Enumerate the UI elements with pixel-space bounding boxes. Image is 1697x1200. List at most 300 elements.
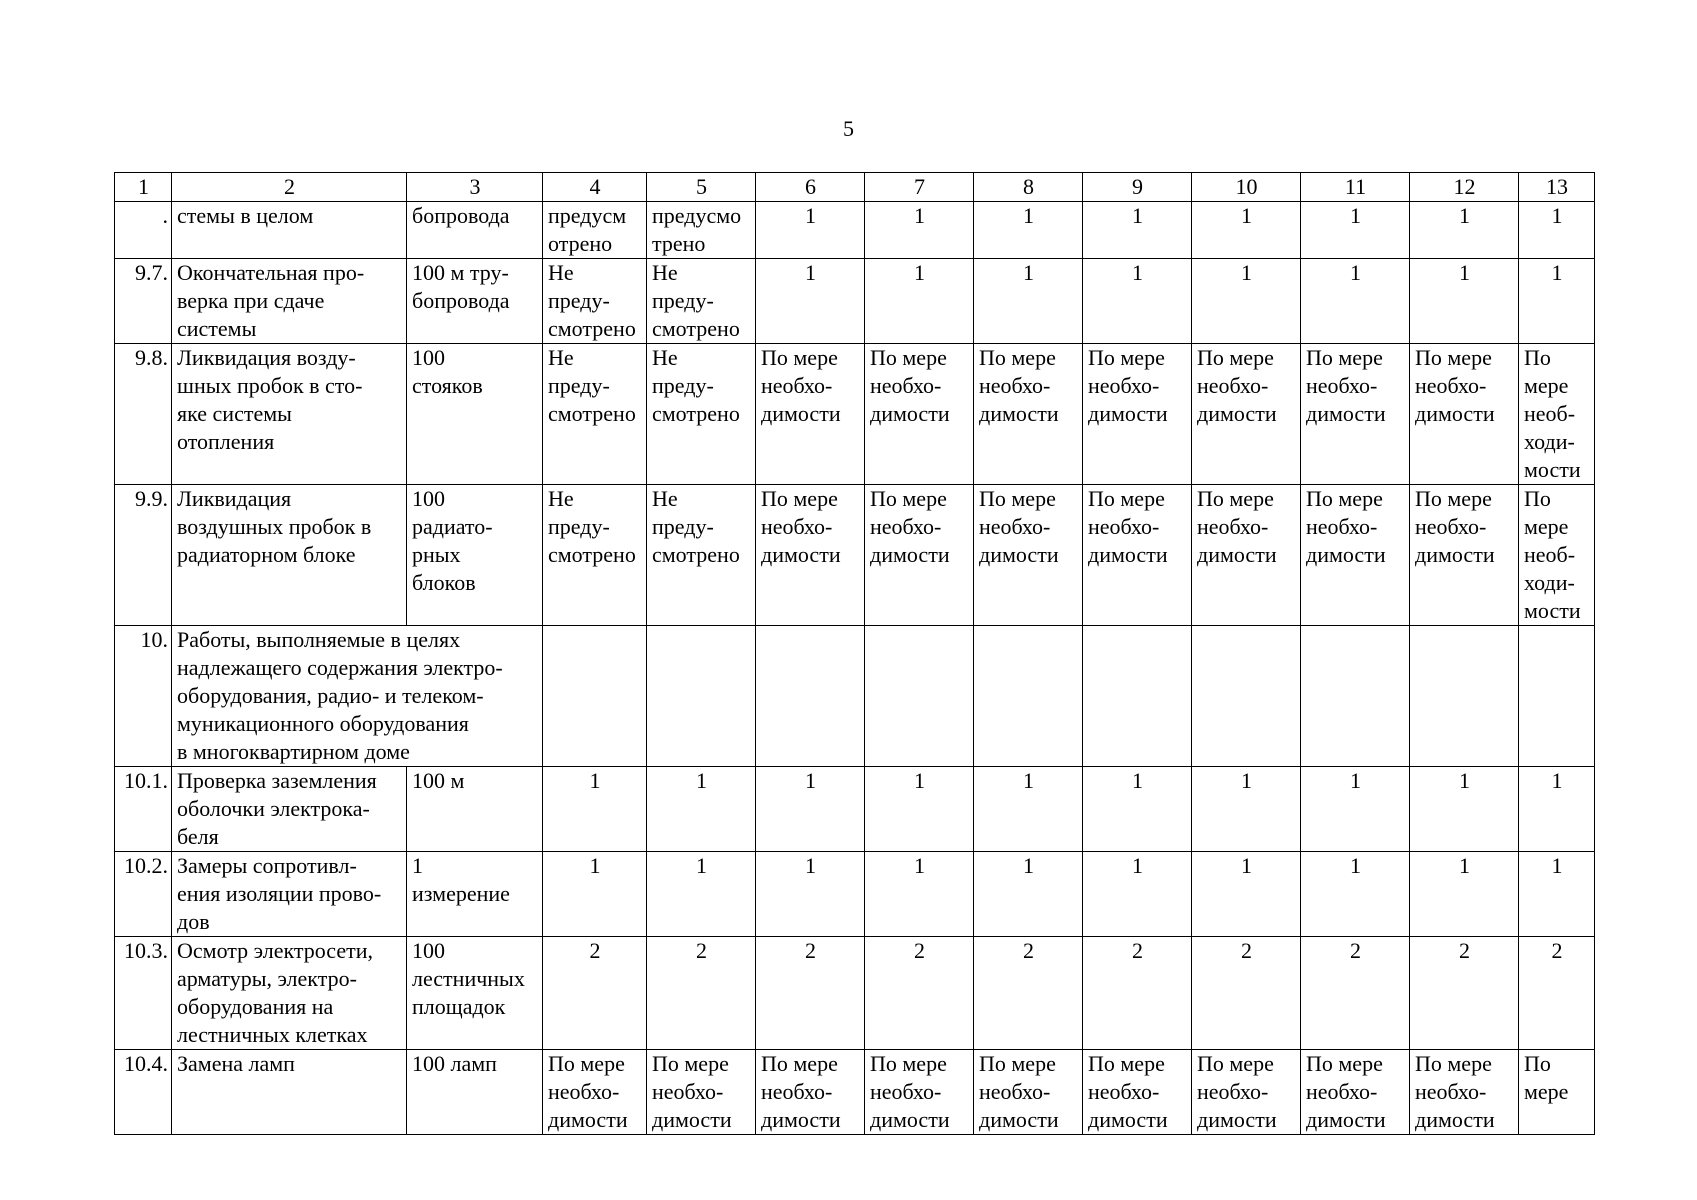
frequency-cell <box>1519 767 1595 852</box>
cell-line: димости <box>761 542 841 567</box>
cell-line: димости <box>1088 1107 1168 1132</box>
cell-line: димости <box>1306 1107 1386 1132</box>
cell-line: надлежащего содержания электро- <box>177 655 503 680</box>
frequency-cell <box>865 1050 974 1135</box>
table-row <box>115 344 1595 485</box>
cell-line: преду- <box>548 514 610 539</box>
unit-cell <box>407 1050 543 1135</box>
column-number-3: 3 <box>407 173 543 202</box>
cell-line: По мере <box>1415 486 1492 511</box>
unit-cell <box>407 202 543 259</box>
cell-line: беля <box>177 824 219 849</box>
column-number-6: 6 <box>756 173 865 202</box>
cell-line: радиаторном блоке <box>177 542 356 567</box>
cell-line: системы <box>177 316 257 341</box>
cell-line: По мере <box>870 1051 947 1076</box>
frequency-cell <box>1192 202 1301 259</box>
cell-line: арматуры, электро- <box>177 966 357 991</box>
cell-line: 1 <box>589 853 601 878</box>
work-name-cell <box>172 259 407 344</box>
cell-line: ходи- <box>1524 429 1575 454</box>
frequency-cell <box>865 485 974 626</box>
frequency-cell <box>543 485 647 626</box>
frequency-cell <box>1519 937 1595 1050</box>
cell-line: Не <box>652 345 678 370</box>
unit-cell <box>407 344 543 485</box>
frequency-cell <box>1410 202 1519 259</box>
frequency-cell <box>865 202 974 259</box>
frequency-cell <box>1083 852 1192 937</box>
cell-line: преду- <box>652 288 714 313</box>
work-name-cell <box>172 852 407 937</box>
cell-line: 1 <box>1551 203 1563 228</box>
frequency-cell <box>543 937 647 1050</box>
cell-line: радиато- <box>412 514 493 539</box>
cell-line: 100 ламп <box>412 1051 497 1076</box>
unit-cell <box>407 485 543 626</box>
column-number-2: 2 <box>172 173 407 202</box>
frequency-cell <box>756 626 865 767</box>
cell-line: димости <box>1415 401 1495 426</box>
cell-line: димости <box>1197 401 1277 426</box>
frequency-cell <box>865 344 974 485</box>
cell-line: По мере <box>1197 345 1274 370</box>
cell-line: димости <box>1197 1107 1277 1132</box>
section-title-cell <box>172 626 543 767</box>
column-number-13: 13 <box>1519 173 1595 202</box>
cell-line: измерение <box>412 881 510 906</box>
cell-line: Ликвидация <box>177 486 292 511</box>
cell-line: 1 <box>1241 260 1252 285</box>
cell-line: По мере <box>761 486 838 511</box>
cell-line: 1 <box>1551 853 1563 878</box>
cell-line: По мере <box>1197 1051 1274 1076</box>
cell-line: необхо- <box>1306 514 1378 539</box>
cell-line: По мере <box>548 1051 625 1076</box>
column-number-7: 7 <box>865 173 974 202</box>
column-number-5: 5 <box>647 173 756 202</box>
cell-line: 1 <box>1023 853 1034 878</box>
cell-line: необхо- <box>1306 373 1378 398</box>
cell-line: смотрено <box>652 401 740 426</box>
cell-line: необхо- <box>548 1079 620 1104</box>
cell-line: димости <box>652 1107 732 1132</box>
frequency-cell <box>543 1050 647 1135</box>
cell-line: необхо- <box>1197 373 1269 398</box>
cell-line: 100 <box>412 345 445 370</box>
cell-line: 2 <box>589 938 601 963</box>
cell-line: блоков <box>412 570 476 595</box>
cell-line: 1 <box>696 853 707 878</box>
row-number-cell <box>115 259 172 344</box>
cell-line: Замена ламп <box>177 1051 295 1076</box>
column-number-11: 11 <box>1301 173 1410 202</box>
cell-line: необхо- <box>979 373 1051 398</box>
cell-line: 100 <box>412 486 445 511</box>
table-row <box>115 259 1595 344</box>
frequency-cell <box>1083 626 1192 767</box>
cell-line: необхо- <box>979 1079 1051 1104</box>
frequency-cell <box>1519 485 1595 626</box>
table-row <box>115 852 1595 937</box>
cell-line: дов <box>177 909 210 934</box>
column-number-4: 4 <box>543 173 647 202</box>
cell-line: преду- <box>652 514 714 539</box>
cell-line: смотрено <box>652 542 740 567</box>
table-row <box>115 937 1595 1050</box>
frequency-cell <box>543 626 647 767</box>
cell-line: Не <box>548 260 574 285</box>
frequency-cell <box>1410 767 1519 852</box>
cell-line: димости <box>1415 542 1495 567</box>
cell-line: По мере <box>979 1051 1056 1076</box>
column-number-12: 12 <box>1410 173 1519 202</box>
cell-line: 2 <box>805 938 816 963</box>
cell-line: 1 <box>1459 768 1470 793</box>
cell-line: По мере <box>870 486 947 511</box>
cell-line: необхо- <box>1415 373 1487 398</box>
frequency-cell <box>647 852 756 937</box>
cell-line: преду- <box>548 373 610 398</box>
cell-line: 1 <box>805 853 816 878</box>
cell-line: рных <box>412 542 461 567</box>
row-number-cell <box>115 626 172 767</box>
frequency-cell <box>1519 626 1595 767</box>
frequency-cell <box>1519 1050 1595 1135</box>
cell-line: По <box>1524 486 1551 511</box>
cell-line: димости <box>979 1107 1059 1132</box>
table-row <box>115 202 1595 259</box>
cell-line: 1 <box>805 768 816 793</box>
frequency-cell <box>1083 259 1192 344</box>
frequency-cell <box>1083 485 1192 626</box>
frequency-cell <box>1301 202 1410 259</box>
cell-line: По мере <box>1415 345 1492 370</box>
frequency-cell <box>1410 344 1519 485</box>
cell-line: необхо- <box>1415 1079 1487 1104</box>
row-number-cell <box>115 1050 172 1135</box>
cell-line: необхо- <box>1088 514 1160 539</box>
column-number-1: 1 <box>115 173 172 202</box>
cell-line: димости <box>979 401 1059 426</box>
column-number-row <box>115 173 1595 202</box>
cell-line: 1 <box>1132 260 1143 285</box>
cell-line: 1 <box>589 768 601 793</box>
cell-line: необхо- <box>1088 1079 1160 1104</box>
cell-line: 1 <box>914 853 925 878</box>
frequency-cell <box>543 344 647 485</box>
frequency-cell <box>543 767 647 852</box>
cell-line: ходи- <box>1524 570 1575 595</box>
unit-cell <box>407 852 543 937</box>
cell-line: димости <box>870 1107 950 1132</box>
table-row <box>115 1050 1595 1135</box>
frequency-cell <box>1301 1050 1410 1135</box>
cell-line: стояков <box>412 373 483 398</box>
cell-line: предусмо <box>652 203 742 228</box>
column-number-8: 8 <box>974 173 1083 202</box>
frequency-cell <box>865 852 974 937</box>
cell-line: 2 <box>914 938 925 963</box>
cell-line: . <box>162 203 168 228</box>
cell-line: 1 <box>1350 260 1361 285</box>
cell-line: 2 <box>696 938 707 963</box>
cell-line: необхо- <box>652 1079 724 1104</box>
cell-line: По мере <box>761 1051 838 1076</box>
row-number-cell <box>115 852 172 937</box>
frequency-cell <box>1192 852 1301 937</box>
cell-line: Ликвидация возду- <box>177 345 356 370</box>
cell-line: 1 <box>1350 203 1361 228</box>
cell-line: димости <box>761 401 841 426</box>
frequency-cell <box>647 202 756 259</box>
cell-line: Проверка заземления <box>177 768 377 793</box>
cell-line: оболочки электрока- <box>177 796 370 821</box>
cell-line: По мере <box>979 345 1056 370</box>
cell-line: 1 <box>805 260 816 285</box>
cell-line: 1 <box>1241 853 1252 878</box>
cell-line: необ- <box>1524 401 1576 426</box>
frequency-cell <box>974 485 1083 626</box>
frequency-cell <box>1519 259 1595 344</box>
frequency-cell <box>1410 259 1519 344</box>
cell-line: Не <box>548 486 574 511</box>
cell-line: преду- <box>652 373 714 398</box>
frequency-cell <box>1410 485 1519 626</box>
frequency-cell <box>1410 937 1519 1050</box>
frequency-cell <box>1519 852 1595 937</box>
cell-line: 1 <box>914 203 925 228</box>
cell-line: 1 <box>1551 768 1563 793</box>
frequency-cell <box>1519 344 1595 485</box>
frequency-cell <box>756 485 865 626</box>
cell-line: 9.7. <box>135 260 168 285</box>
cell-line: лестничных клетках <box>177 1022 368 1047</box>
cell-line: Работы, выполняемые в целях <box>177 627 461 652</box>
frequency-cell <box>1301 626 1410 767</box>
cell-line: оборудования на <box>177 994 334 1019</box>
cell-line: необхо- <box>979 514 1051 539</box>
frequency-cell <box>865 259 974 344</box>
frequency-cell <box>647 1050 756 1135</box>
frequency-cell <box>647 259 756 344</box>
cell-line: 100 м тру- <box>412 260 509 285</box>
row-number-cell <box>115 202 172 259</box>
frequency-cell <box>865 767 974 852</box>
cell-line: димости <box>870 542 950 567</box>
frequency-cell <box>647 344 756 485</box>
cell-line: 1 <box>696 768 707 793</box>
cell-line: По мере <box>870 345 947 370</box>
cell-line: 10.3. <box>124 938 168 963</box>
row-number-cell <box>115 485 172 626</box>
cell-line: По мере <box>1197 486 1274 511</box>
cell-line: стемы в целом <box>177 203 314 228</box>
frequency-cell <box>974 626 1083 767</box>
cell-line: 1 <box>1241 203 1252 228</box>
cell-line: Замеры сопротивл- <box>177 853 357 878</box>
cell-line: необхо- <box>870 514 942 539</box>
cell-line: Не <box>548 345 574 370</box>
cell-line: По <box>1524 1051 1551 1076</box>
cell-line: муникационного оборудования <box>177 711 469 736</box>
table-row <box>115 485 1595 626</box>
frequency-cell <box>974 344 1083 485</box>
unit-cell <box>407 937 543 1050</box>
frequency-cell <box>1192 259 1301 344</box>
frequency-cell <box>974 852 1083 937</box>
table-row <box>115 626 1595 767</box>
cell-line: предусм <box>548 203 627 228</box>
frequency-cell <box>543 852 647 937</box>
column-number-9: 9 <box>1083 173 1192 202</box>
work-name-cell <box>172 1050 407 1135</box>
cell-line: верка при сдаче <box>177 288 325 313</box>
cell-line: мере <box>1524 1079 1569 1104</box>
cell-line: 100 <box>412 938 445 963</box>
cell-line: 2 <box>1551 938 1563 963</box>
cell-line: мере <box>1524 373 1569 398</box>
cell-line: Не <box>652 486 678 511</box>
cell-line: По мере <box>1088 486 1165 511</box>
frequency-cell <box>756 852 865 937</box>
frequency-cell <box>1083 344 1192 485</box>
row-number-cell <box>115 937 172 1050</box>
cell-line: 1 <box>914 768 925 793</box>
cell-line: 1 <box>1459 260 1470 285</box>
frequency-cell <box>1192 485 1301 626</box>
work-name-cell <box>172 937 407 1050</box>
cell-line: необхо- <box>761 373 833 398</box>
cell-line: 2 <box>1132 938 1143 963</box>
cell-line: 1 <box>412 853 423 878</box>
cell-line: 1 <box>1459 203 1470 228</box>
cell-line: воздушных пробок в <box>177 514 372 539</box>
cell-line: По <box>1524 345 1551 370</box>
cell-line: смотрено <box>548 401 636 426</box>
cell-line: необхо- <box>870 373 942 398</box>
cell-line: необхо- <box>1197 514 1269 539</box>
frequency-cell <box>1301 485 1410 626</box>
frequency-cell <box>1301 344 1410 485</box>
cell-line: димости <box>870 401 950 426</box>
cell-line: 1 <box>1459 853 1470 878</box>
cell-line: трено <box>652 231 706 256</box>
cell-line: димости <box>1306 401 1386 426</box>
cell-line: 1 <box>1551 260 1563 285</box>
cell-line: 1 <box>1023 203 1034 228</box>
work-name-cell <box>172 202 407 259</box>
cell-line: бопровода <box>412 288 510 313</box>
frequency-cell <box>756 259 865 344</box>
cell-line: По мере <box>1088 345 1165 370</box>
frequency-cell <box>1410 626 1519 767</box>
cell-line: димости <box>1306 542 1386 567</box>
cell-line: 10.1. <box>124 768 168 793</box>
cell-line: По мере <box>1088 1051 1165 1076</box>
cell-line: 10.2. <box>124 853 168 878</box>
work-schedule-table <box>114 172 1595 1135</box>
cell-line: площадок <box>412 994 506 1019</box>
cell-line: 2 <box>1459 938 1470 963</box>
frequency-cell <box>974 259 1083 344</box>
cell-line: необхо- <box>761 1079 833 1104</box>
frequency-cell <box>756 202 865 259</box>
cell-line: По мере <box>652 1051 729 1076</box>
cell-line: смотрено <box>652 316 740 341</box>
cell-line: По мере <box>979 486 1056 511</box>
cell-line: 1 <box>1023 768 1034 793</box>
cell-line: 10.4. <box>124 1051 168 1076</box>
cell-line: Окончательная про- <box>177 260 365 285</box>
frequency-cell <box>756 1050 865 1135</box>
cell-line: в многоквартирном доме <box>177 739 410 764</box>
cell-line: димости <box>1197 542 1277 567</box>
cell-line: оборудования, радио- и телеком- <box>177 683 484 708</box>
cell-line: бопровода <box>412 203 510 228</box>
page-number: 5 <box>843 116 854 141</box>
cell-line: необ- <box>1524 542 1576 567</box>
cell-line: По мере <box>1415 1051 1492 1076</box>
frequency-cell <box>1410 852 1519 937</box>
cell-line: необхо- <box>761 514 833 539</box>
frequency-cell <box>756 344 865 485</box>
cell-line: димости <box>1088 401 1168 426</box>
frequency-cell <box>1192 767 1301 852</box>
frequency-cell <box>1083 202 1192 259</box>
frequency-cell <box>647 485 756 626</box>
frequency-cell <box>974 1050 1083 1135</box>
cell-line: смотрено <box>548 316 636 341</box>
cell-line: преду- <box>548 288 610 313</box>
frequency-cell <box>756 767 865 852</box>
frequency-cell <box>1192 626 1301 767</box>
frequency-cell <box>543 259 647 344</box>
cell-line: необхо- <box>870 1079 942 1104</box>
cell-line: смотрено <box>548 542 636 567</box>
cell-line: По мере <box>761 345 838 370</box>
frequency-cell <box>756 937 865 1050</box>
cell-line: мере <box>1524 514 1569 539</box>
frequency-cell <box>1301 767 1410 852</box>
unit-cell <box>407 767 543 852</box>
cell-line: ения изоляции прово- <box>177 881 382 906</box>
cell-line: 10. <box>140 627 168 652</box>
row-number-cell <box>115 767 172 852</box>
table-row <box>115 767 1595 852</box>
cell-line: мости <box>1524 457 1581 482</box>
cell-line: лестничных <box>412 966 525 991</box>
cell-line: 2 <box>1023 938 1034 963</box>
cell-line: Не <box>652 260 678 285</box>
cell-line: 2 <box>1241 938 1252 963</box>
frequency-cell <box>647 626 756 767</box>
frequency-cell <box>1192 1050 1301 1135</box>
cell-line: 1 <box>1350 768 1361 793</box>
cell-line: 1 <box>1023 260 1034 285</box>
frequency-cell <box>1192 344 1301 485</box>
frequency-cell <box>1192 937 1301 1050</box>
cell-line: димости <box>979 542 1059 567</box>
frequency-cell <box>1083 767 1192 852</box>
frequency-cell <box>1301 852 1410 937</box>
frequency-cell <box>647 937 756 1050</box>
cell-line: 1 <box>1132 853 1143 878</box>
frequency-cell <box>974 202 1083 259</box>
row-number-cell <box>115 344 172 485</box>
frequency-cell <box>1083 937 1192 1050</box>
frequency-cell <box>647 767 756 852</box>
